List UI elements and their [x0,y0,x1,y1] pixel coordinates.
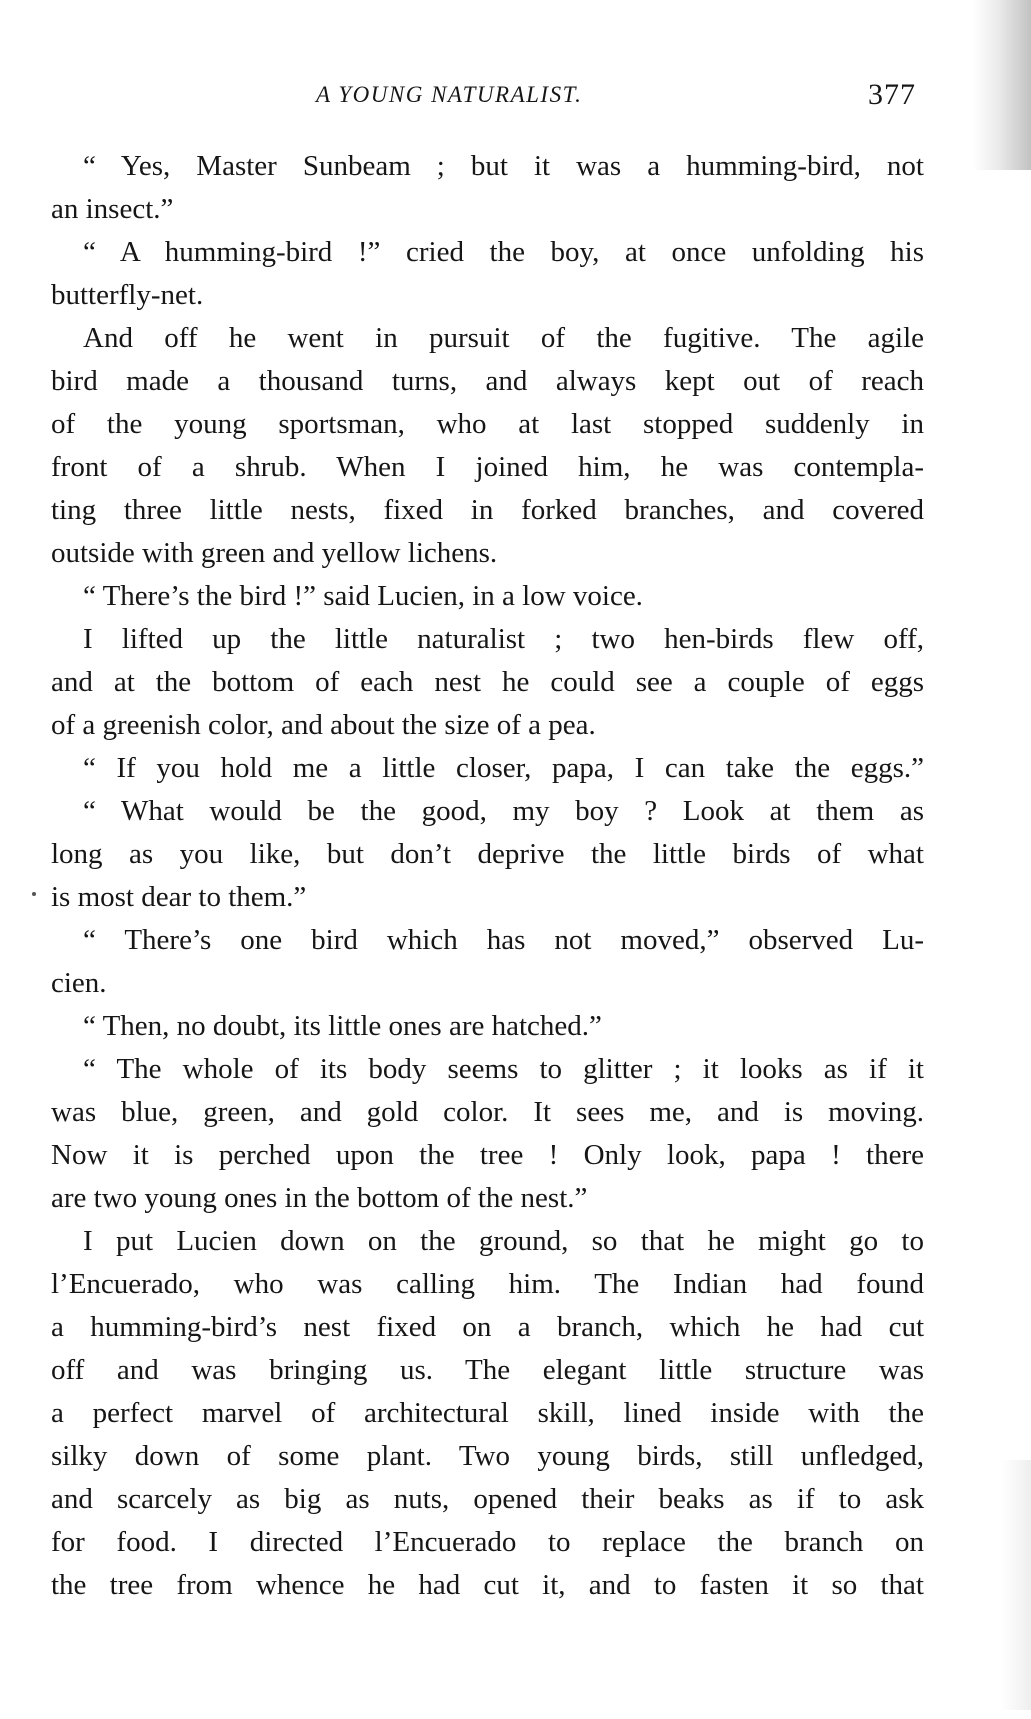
text-line: are two young ones in the bottom of the nest.” [51,1182,588,1214]
text-line: “ Then, no doubt, its little ones are hatched.” [83,1010,602,1042]
text-line: ting three little nests, fixed in forked branches, and covered [51,494,924,526]
page-header [0,78,1031,122]
text-line: the tree from whence he had cut it, and to fasten it so that [51,1569,924,1601]
text-line: “ What would be the good, my boy ? Look at them as [83,795,924,827]
text-line: I lifted up the little naturalist ; two hen-birds flew off, [83,623,924,655]
text-line: outside with green and yellow lichens. [51,537,498,569]
text-line: “ There’s the bird !” said Lucien, in a low voice. [83,580,643,612]
running-title: A YOUNG NATURALIST. [316,82,583,107]
scan-edge-shadow-lower [1001,1460,1031,1710]
text-line: “ There’s one bird which has not moved,” observed Lu- [83,924,924,956]
margin-mark [32,892,36,896]
text-line: for food. I directed l’Encuerado to replace the branch on [51,1526,924,1558]
text-line: is most dear to them.” [51,881,307,913]
text-line: of a greenish color, and about the size of a pea. [51,709,596,741]
text-line: of the young sportsman, who at last stopped suddenly in [51,408,924,440]
page-number: 377 [868,78,916,111]
text-line: front of a shrub. When I joined him, he was contempla- [51,451,924,483]
text-line: butterfly-net. [51,279,204,311]
text-line: a perfect marvel of architectural skill, lined inside with the [51,1397,924,1429]
text-line: long as you like, but don’t deprive the little birds of what [51,838,924,870]
text-line: silky down of some plant. Two young birds, still unfledged, [51,1440,924,1472]
text-line: “ The whole of its body seems to glitter ; it looks as if it [83,1053,924,1085]
text-line: l’Encuerado, who was calling him. The Indian had found [51,1268,924,1300]
text-line: and at the bottom of each nest he could see a couple of eggs [51,666,924,698]
text-line: off and was bringing us. The elegant little structure was [51,1354,924,1386]
text-line: “ If you hold me a little closer, papa, I can take the eggs.” [83,752,924,784]
text-line: “ Yes, Master Sunbeam ; but it was a humming-bird, not [83,150,924,182]
text-line: Now it is perched upon the tree ! Only look, papa ! there [51,1139,924,1171]
body-text [51,145,924,1607]
text-line: bird made a thousand turns, and always kept out of reach [51,365,924,397]
text-line: and scarcely as big as nuts, opened their beaks as if to ask [51,1483,924,1515]
text-line: was blue, green, and gold color. It sees me, and is moving. [51,1096,924,1128]
text-line: a humming-bird’s nest fixed on a branch, which he had cut [51,1311,924,1343]
text-line: And off he went in pursuit of the fugitive. The agile [83,322,924,354]
text-line: “ A humming-bird !” cried the boy, at once unfolding his [83,236,924,268]
text-line: an insect.” [51,193,174,225]
text-line: I put Lucien down on the ground, so that he might go to [83,1225,924,1257]
text-line: cien. [51,967,107,999]
